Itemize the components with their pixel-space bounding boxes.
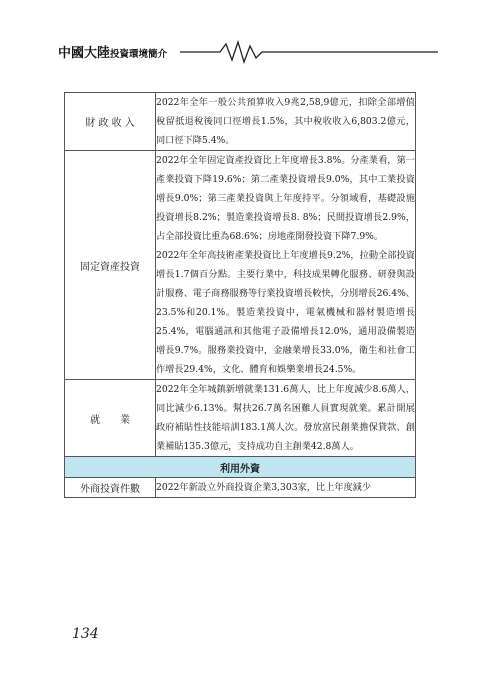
info-table: [64, 92, 416, 498]
page-number: 134: [72, 626, 99, 642]
paragraph: 2022年全年高技術產業投資比上年度增長9.2%，拉動全部投資增長1.7個百分點。主要行業中，科技成果轉化服務、研發與設計服務、電子商務服務等行業投資增長較快，分別增長26.4%、23.5%和20.1%。製造業投資中，電氣機械和器材製造增長25.4%，電腦通訊和其他電子設備增長12.0%，通用設備製造增長9.7%。服務業投資中，金融業增長33.0%，衛生和社會工作增長29.4%，文化、體育和娛樂業增長24.5%。: [156, 250, 415, 375]
row-content-fiscal-revenue: [156, 93, 416, 151]
table-row: [65, 478, 416, 498]
page-header: [58, 38, 438, 64]
table-row: [65, 93, 416, 151]
section-row: [65, 457, 416, 478]
paragraph: 2022年全年一般公共預算收入9兆2,58,9億元，扣除全部增值稅留抵退稅後同口徑增長1.5%，其中稅收收入6,803.2億元，同口徑下降5.4%。: [156, 97, 415, 146]
row-content-fixed-asset-investment: [156, 151, 416, 380]
paragraph: 2022年全年城鎮新增就業131.6萬人，比上年度減少8.6萬人，同比減少6.13%。幫扶26.7萬名困難人員實現就業。累計開展政府補貼性技能培訓183.1萬人次。發放富民創業擔保貸款、創業補貼135.3億元，支持成功自主創業42.8萬人。: [156, 384, 415, 452]
header-title-sub: 投資環境簡介: [110, 49, 168, 60]
row-label-employment: 就 業: [65, 380, 156, 457]
header-title: [58, 42, 167, 61]
row-content-employment: [156, 380, 416, 457]
row-label-fixed-asset-investment: 固定資產投資: [65, 151, 156, 380]
paragraph: 2022年全年固定資產投資比上年度增長3.8%。分產業看，第一產業投資下降19.6%；第二產業投資增長9.0%，其中工業投資增長9.0%；第三產業投資與上年度持平。分領域看，基礎設施投資增長8.2%；製造業投資增長8. 8%；民間投資增長2.9%，占全部投資比重為68.6%；房地產開發投資下降7.9%。: [156, 155, 415, 242]
heartbeat-line-icon: [180, 38, 438, 64]
row-content-foreign-investment-count: 2022年新設立外商投資企業3,303家，比上年度減少: [156, 478, 416, 498]
table-row: [65, 380, 416, 457]
table-row: [65, 151, 416, 380]
row-label-foreign-investment-count: 外商投資件數: [65, 478, 156, 498]
header-title-main: 中國大陸: [58, 46, 111, 61]
section-title: 利用外資: [65, 457, 416, 478]
row-label-fiscal-revenue: 財 政 收 入: [65, 93, 156, 151]
